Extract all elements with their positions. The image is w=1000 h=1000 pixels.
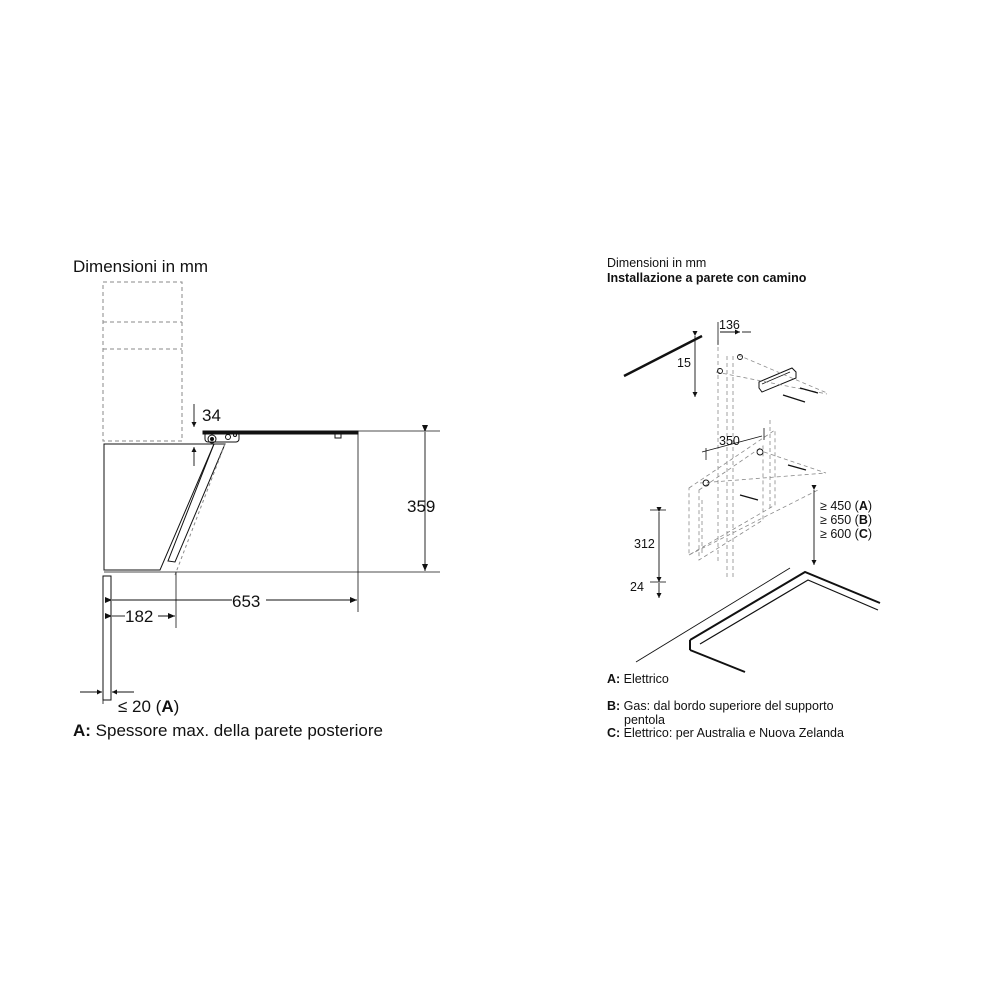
dim-height: 359 [407, 497, 436, 516]
glass-clip [335, 434, 341, 438]
dim-bracket-height: 15 [677, 356, 691, 370]
dim-bottom-offset: 24 [630, 580, 644, 594]
dim-depth: 653 [232, 592, 261, 611]
hob-cooktop [690, 572, 880, 672]
dim-bracket-width: 136 [719, 318, 740, 332]
left-footnote: A: Spessore max. della parete posteriore [73, 721, 383, 740]
hood-mount-frame [689, 430, 818, 560]
right-title: Dimensioni in mm [607, 256, 707, 270]
rear-wall [103, 576, 111, 700]
right-isometric-view [624, 322, 880, 672]
dim-hole-spacing: 350 [719, 434, 740, 448]
dim-wall-thickness: ≤ 20 (A) [118, 697, 180, 716]
dim-clearance-a: ≥ 450 (A) [820, 499, 873, 513]
legend-b: B: Gas: dal bordo superiore del supporto [607, 699, 834, 713]
legend-b-continued: pentola [624, 713, 666, 727]
left-chimney-outline [103, 282, 182, 441]
right-dimension-lines [650, 322, 814, 598]
legend-c: C: Elettrico: per Australia e Nuova Zelanda [607, 726, 844, 740]
dim-mount-height: 312 [634, 537, 655, 551]
legend-a: A: Elettrico [607, 672, 669, 686]
dim-rear-offset: 182 [125, 607, 154, 626]
left-side-view [80, 282, 440, 704]
right-subtitle: Installazione a parete con camino [607, 271, 807, 285]
dim-clearance-b: ≥ 650 (B) [820, 513, 873, 527]
dim-clearance-c: ≥ 600 (C) [820, 527, 873, 541]
hood-body-outline [104, 444, 214, 570]
dim-top-offset: 34 [202, 406, 221, 425]
left-title: Dimensioni in mm [73, 257, 209, 276]
screw-axes [700, 340, 827, 580]
screws [740, 388, 818, 500]
